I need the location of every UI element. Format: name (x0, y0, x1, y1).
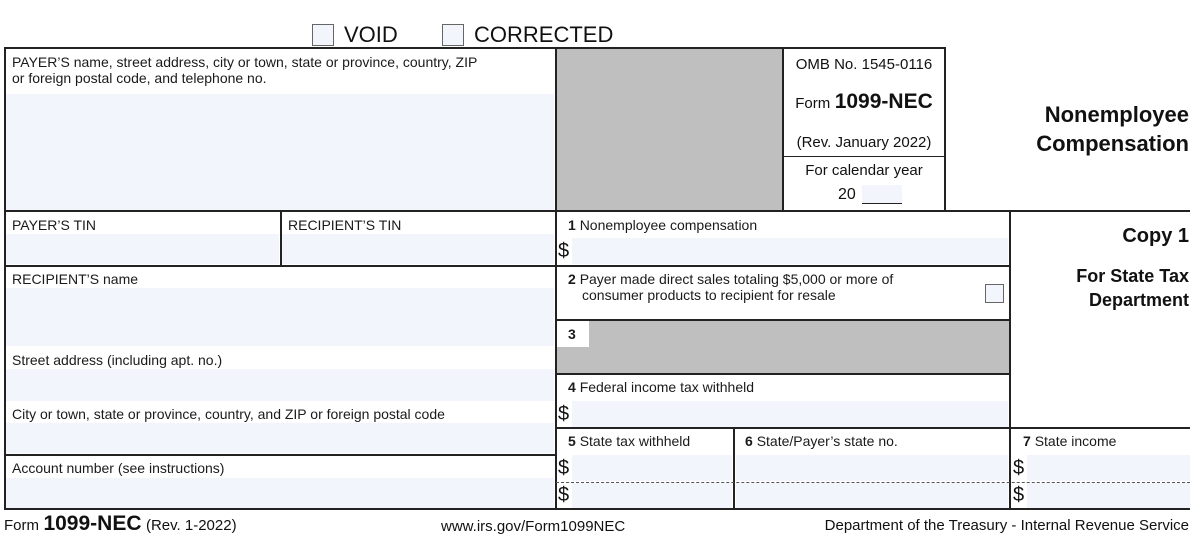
box3-shaded (556, 321, 1010, 373)
rule (556, 427, 1190, 429)
rule (944, 47, 946, 212)
footer-agency: Department of the Treasury - Internal Revenue Service (824, 517, 1189, 534)
payer-info-label: PAYER’S name, street address, city or town, state or province, country, ZIP or foreign postal code, and telephone no. (12, 54, 478, 86)
void-checkbox[interactable] (312, 24, 334, 46)
rule (556, 319, 1010, 321)
box4-field[interactable] (572, 401, 1008, 427)
calendar-year: 20 (838, 185, 902, 204)
recipient-tin-label: RECIPIENT’S TIN (288, 217, 402, 233)
rule (4, 508, 1190, 510)
rule (4, 47, 946, 49)
box1-field[interactable] (572, 238, 1008, 264)
box5-label: 5 State tax withheld (568, 433, 691, 449)
rule (4, 47, 6, 510)
box2-label: 2 Payer made direct sales totaling $5,000 or more of consumer products to recipient for resale (568, 271, 894, 303)
rule (555, 47, 557, 510)
rule (783, 156, 945, 157)
corrected-label: CORRECTED (474, 22, 614, 47)
omb-number: OMB No. 1545-0116 (795, 56, 933, 73)
dashed-rule (556, 482, 1190, 483)
rule (1009, 211, 1011, 510)
rule (4, 265, 1010, 267)
rule (280, 211, 282, 266)
form-title: Nonemployee Compensation (1036, 102, 1189, 156)
recipient-name-label: RECIPIENT’S name (12, 271, 139, 287)
void-label: VOID (344, 22, 398, 47)
calendar-year-label: For calendar year (805, 162, 923, 179)
box6-field-1[interactable] (736, 455, 1008, 481)
rule (733, 428, 735, 510)
box7-field-1[interactable] (1027, 455, 1190, 481)
rule (4, 454, 556, 456)
form-id: Form 1099-NEC (795, 90, 933, 113)
payer-tin-label: PAYER’S TIN (12, 217, 97, 233)
box1-dollar-sign: $ (558, 240, 570, 262)
copy-title: Copy 1 (1122, 225, 1189, 247)
box7-dollar-sign-1: $ (1013, 457, 1025, 479)
payer-info-field[interactable] (6, 94, 554, 210)
account-number-field[interactable] (6, 478, 554, 508)
box1-label: 1 Nonemployee compensation (568, 217, 758, 233)
box5-field-1[interactable] (572, 455, 732, 481)
box6-field-2[interactable] (736, 483, 1008, 508)
street-address-field[interactable] (6, 369, 554, 401)
box2-checkbox[interactable] (985, 284, 1004, 303)
footer-form-id: Form 1099-NEC (Rev. 1-2022) (4, 512, 237, 535)
box6-label: 6 State/Payer’s state no. (745, 433, 898, 449)
copy-subtitle: For State Tax Department (1076, 266, 1189, 310)
payer-tin-field[interactable] (6, 234, 279, 264)
box5-dollar-sign-1: $ (558, 457, 570, 479)
box4-label: 4 Federal income tax withheld (568, 379, 754, 395)
form-revision: (Rev. January 2022) (796, 134, 932, 151)
city-label: City or town, state or province, country, and ZIP or foreign postal code (12, 406, 445, 422)
box4-dollar-sign: $ (558, 403, 570, 425)
box5-dollar-sign-2: $ (558, 484, 570, 506)
box7-label: 7 State income (1023, 433, 1117, 449)
box3-number: 3 (568, 326, 576, 342)
account-number-label: Account number (see instructions) (12, 460, 225, 476)
recipient-name-field[interactable] (6, 288, 554, 346)
recipient-tin-field[interactable] (282, 234, 554, 264)
box5-field-2[interactable] (572, 483, 732, 508)
box7-dollar-sign-2: $ (1013, 484, 1025, 506)
footer-url[interactable]: www.irs.gov/Form1099NEC (441, 518, 626, 535)
shaded-area-top (556, 49, 782, 211)
rule (556, 373, 1010, 375)
box7-field-2[interactable] (1027, 483, 1190, 508)
corrected-checkbox[interactable] (442, 24, 464, 46)
rule (4, 210, 1190, 212)
city-field[interactable] (6, 423, 554, 453)
street-address-label: Street address (including apt. no.) (12, 352, 223, 368)
calendar-year-input[interactable] (862, 185, 902, 204)
